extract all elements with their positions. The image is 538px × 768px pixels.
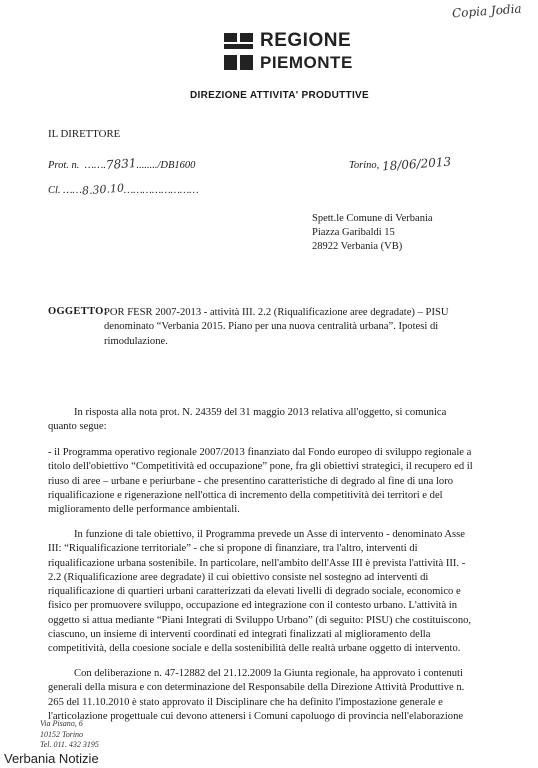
p3-line: ciascuno, un insieme di interventi coordinati ed integrati finalizzati al miglioramento della [48, 629, 431, 641]
paragraph-2 [48, 446, 512, 517]
p4-line: 265 del 11.10.2010 è stato approvato il Disciplinare che ha definito l'impostazione generale e [48, 696, 443, 708]
regione-logo-mark [224, 33, 256, 75]
p2-line: titolo dell'obiettivo “Competitività ed occupazione” pone, fra gli obiettivi strategici, il recupero ed il [48, 461, 473, 473]
p3-line: 2.2 (Riqualificazione aree degradate) il cui obiettivo consiste nel sostegno ad interventi di [48, 571, 429, 583]
p2-line: - il Programma operativo regionale 2007/2013 finanziato dal Fondo europeo di sviluppo regionale a [48, 447, 472, 458]
recipient-line1: Spett.le Comune di Verbania [312, 213, 433, 224]
recipient-address [312, 212, 433, 254]
p2-line: miglioramento delle performance ambientali. [48, 504, 240, 516]
p2-line: riuso di aree – urbane e periurbane - che presentino caratteristiche di degrado al fine di una loro [48, 475, 454, 487]
p3-line: riqualificazione di quartieri urbani caratterizzati da elevati livelli di degrado sociale, economico e [48, 586, 461, 598]
cl-number: 8.30.10 [81, 181, 125, 198]
p1-line: quanto segue: [48, 421, 107, 433]
subject-text [104, 306, 512, 349]
prot-number: 7831 [105, 155, 137, 173]
footer-line1: Via Pisano, 6 [40, 719, 83, 728]
p3-line: III: “Riqualificazione territoriale” - che si propone di finanziare, tra l'altro, interventi di [48, 543, 418, 555]
p3-line: oggetto si attua mediante “Piani Integrati di Sviluppo Urbano” (di seguito: PISU) che costituiscono, [48, 614, 472, 626]
subject-line1: POR FESR 2007-2013 - attività III. 2.2 (Riqualificazione aree degradate) – PISU [104, 307, 449, 318]
prot-code: ......../DB1600 [136, 160, 196, 171]
footer-line2: 10152 Torino [40, 729, 84, 739]
footer-line3: Tel. 011. 432 3195 [40, 740, 99, 749]
p2-line: riqualificazione e rigenerazione nell'ottica di incremento della competitività dei territori e del [48, 489, 443, 501]
p3-line: competitività, della coesione sociale e della sostenibilità delle realtà urbane oggetto di intervento. [48, 643, 461, 655]
director-title: IL DIRETTORE [48, 128, 121, 140]
recipient-line2: Piazza Garibaldi 15 [312, 227, 395, 238]
date-line [349, 154, 452, 174]
footer-address [40, 719, 99, 751]
subject-line3: rimodulazione. [104, 335, 168, 347]
prot-line: Prot. n. …….7831......../DB1600 [48, 155, 196, 173]
p1-line: In risposta alla nota prot. N. 24359 del 31 maggio 2013 relativa all'oggetto, si comunica [74, 407, 447, 418]
logo-piemonte-text: PIEMONTE [260, 53, 353, 72]
cl-dots: …………………… [123, 185, 199, 196]
paragraph-4 [48, 667, 512, 724]
subject-label: OGGETTO: [48, 306, 108, 317]
subject-line2: denominato “Verbania 2015. Piano per una nuova centralità urbana”. Ipotesi di [104, 321, 439, 333]
prot-label: Prot. n. [48, 160, 80, 171]
city-label: Torino, [349, 160, 380, 171]
recipient-line3: 28922 Verbania (VB) [312, 241, 403, 252]
handwritten-note: Copia Jodia [451, 1, 523, 21]
cl-label: Cl. [48, 185, 61, 196]
p3-line: In funzione di tale obiettivo, il Programma prevede un Asse di intervento - denominato Asse [74, 529, 465, 540]
department-heading: DIREZIONE ATTIVITA' PRODUTTIVE [190, 90, 369, 101]
handwritten-date: 18/06/2013 [381, 154, 452, 174]
logo-regione-text: REGIONE [260, 30, 352, 51]
watermark-text: Verbania Notizie [4, 751, 99, 766]
paragraph-1 [48, 406, 512, 435]
p3-line: fisico per promuovere sviluppo, occupazione ed integrazione con il contesto urbano. L'attività in [48, 600, 458, 612]
cl-line: Cl. ……8.30.10…………………… [48, 181, 199, 198]
p4-line: Con deliberazione n. 47-12882 del 21.12.2009 la Giunta regionale, ha approvato i contenuti [74, 668, 463, 679]
paragraph-3 [48, 528, 512, 657]
p4-line: generali della misura e con determinazione del Responsabile della Direzione Attività Produttive n. [48, 682, 465, 694]
p3-line: riqualificazione urbana sostenibile. In particolare, nell'ambito dell'Asse III è prevista l'attività III. - [48, 557, 466, 569]
p4-line: l'articolazione progettuale cui devono attenersi i Comuni capoluogo di provincia nell'elaborazione [48, 710, 464, 722]
